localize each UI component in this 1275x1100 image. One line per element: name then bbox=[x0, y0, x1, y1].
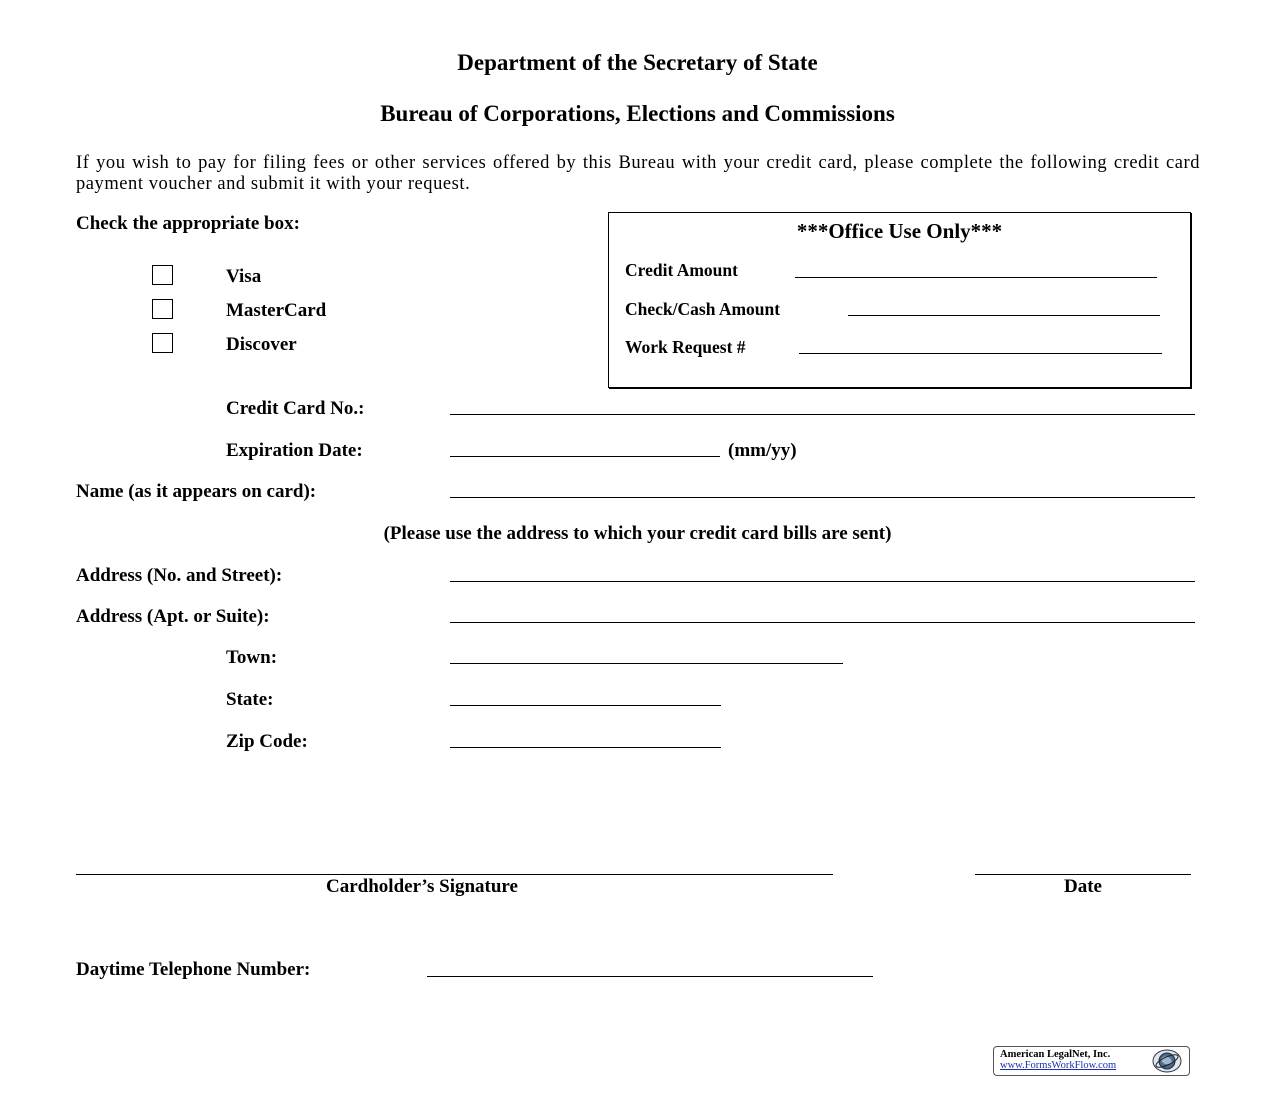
work-request-label: Work Request # bbox=[625, 337, 746, 357]
signature-field[interactable] bbox=[76, 874, 833, 875]
credit-amount-label: Credit Amount bbox=[625, 260, 738, 280]
card-type-prompt: Check the appropriate box: bbox=[76, 213, 300, 234]
credit-amount-field[interactable] bbox=[795, 277, 1157, 278]
department-title: Department of the Secretary of State bbox=[457, 50, 818, 75]
check-cash-amount-label: Check/Cash Amount bbox=[625, 299, 781, 319]
american-legalnet-logo bbox=[993, 1046, 1190, 1076]
office-use-box bbox=[608, 212, 1191, 388]
telephone-field[interactable] bbox=[427, 976, 873, 977]
card-number-label: Credit Card No.: bbox=[226, 398, 365, 419]
work-request-field[interactable] bbox=[799, 353, 1162, 354]
name-label: Name (as it appears on card): bbox=[76, 481, 317, 502]
visa-checkbox[interactable] bbox=[152, 265, 173, 285]
check-cash-amount-field[interactable] bbox=[848, 315, 1160, 316]
card-number-field[interactable] bbox=[450, 414, 1195, 415]
date-field[interactable] bbox=[975, 874, 1191, 875]
address-apt-label: Address (Apt. or Suite): bbox=[76, 606, 270, 627]
state-label: State: bbox=[226, 689, 274, 710]
town-label: Town: bbox=[226, 647, 278, 668]
expiration-field[interactable] bbox=[450, 456, 720, 457]
mastercard-checkbox[interactable] bbox=[152, 299, 173, 319]
town-field[interactable] bbox=[450, 663, 843, 664]
discover-label: Discover bbox=[226, 334, 297, 355]
address-street-field[interactable] bbox=[450, 581, 1195, 582]
globe-icon bbox=[1152, 1049, 1182, 1073]
visa-label: Visa bbox=[226, 266, 262, 287]
expiration-label: Expiration Date: bbox=[226, 440, 363, 461]
expiration-format: (mm/yy) bbox=[728, 440, 797, 461]
telephone-label: Daytime Telephone Number: bbox=[76, 959, 311, 980]
intro-paragraph: If you wish to pay for filing fees or other services offered by this Bureau with your credit card, please complete the following credit card payment voucher and submit it with your request. bbox=[76, 153, 1200, 194]
zip-label: Zip Code: bbox=[226, 731, 308, 752]
office-use-title: ***Office Use Only*** bbox=[796, 219, 1003, 243]
logo-url-link[interactable]: www.FormsWorkFlow.com bbox=[1000, 1060, 1117, 1071]
address-street-label: Address (No. and Street): bbox=[76, 565, 283, 586]
zip-field[interactable] bbox=[450, 747, 721, 748]
address-note: (Please use the address to which your credit card bills are sent) bbox=[383, 523, 892, 544]
name-field[interactable] bbox=[450, 497, 1195, 498]
discover-checkbox[interactable] bbox=[152, 333, 173, 353]
address-apt-field[interactable] bbox=[450, 622, 1195, 623]
bureau-title: Bureau of Corporations, Elections and Commissions bbox=[380, 101, 895, 126]
mastercard-label: MasterCard bbox=[226, 300, 327, 321]
date-label: Date bbox=[1064, 876, 1102, 897]
logo-company-name: American LegalNet, Inc. bbox=[1000, 1049, 1111, 1060]
state-field[interactable] bbox=[450, 705, 721, 706]
signature-label: Cardholder’s Signature bbox=[326, 876, 518, 897]
